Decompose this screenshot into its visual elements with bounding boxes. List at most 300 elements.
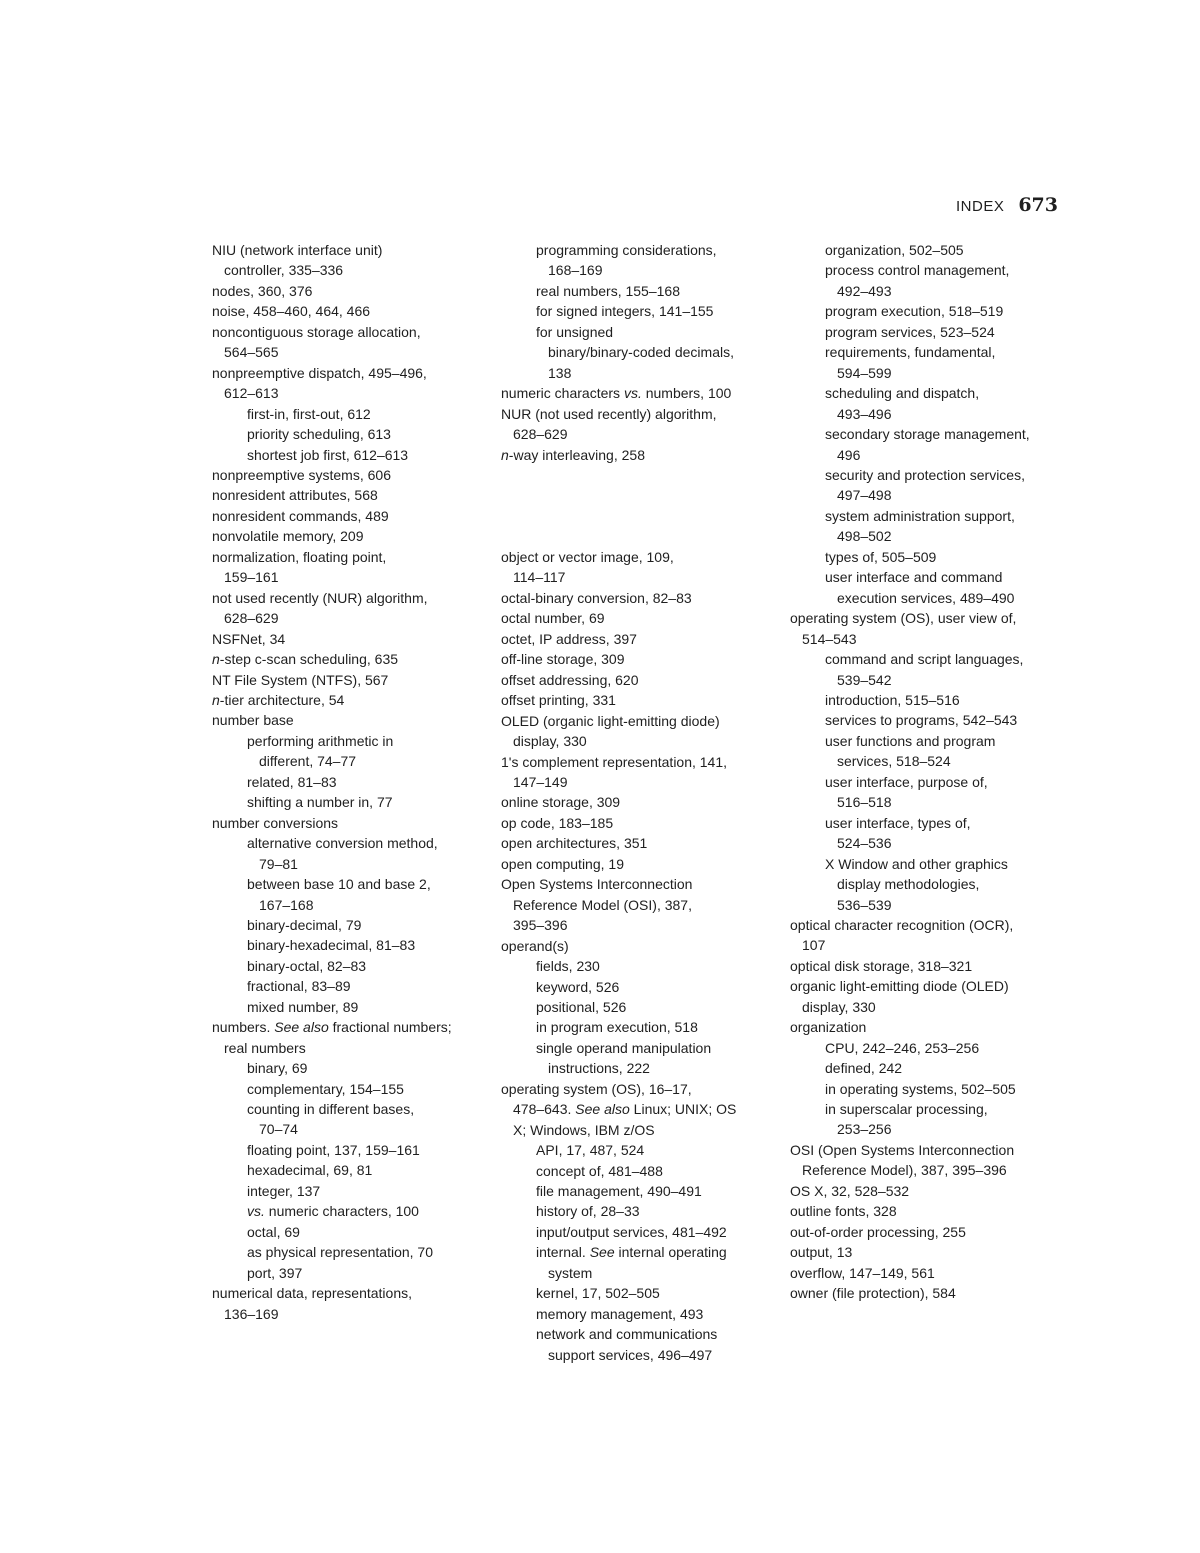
index-entry — [501, 792, 773, 812]
index-term-rest: Linux; UNIX; OS — [629, 1101, 737, 1118]
index-subentry — [501, 1201, 773, 1221]
index-term: 79–81 — [259, 855, 298, 872]
index-term: positional, 526 — [536, 998, 627, 1015]
index-entry — [501, 813, 773, 833]
index-subentry — [212, 792, 484, 812]
index-column-3 — [790, 240, 1062, 1304]
index-term: -tier architecture, 54 — [219, 691, 345, 708]
index-term: for unsigned — [536, 323, 614, 340]
index-term: network and communications — [536, 1326, 718, 1343]
index-term: secondary storage management, — [825, 426, 1030, 443]
index-term: in superscalar processing, — [825, 1101, 988, 1118]
index-entry — [501, 649, 773, 669]
index-term: memory management, 493 — [536, 1305, 704, 1322]
index-subentry — [501, 1038, 773, 1058]
index-italic-prefix: n — [212, 651, 220, 668]
index-term: introduction, 515–516 — [825, 691, 960, 708]
index-term-rest: numbers, 100 — [641, 385, 732, 402]
index-entry-continuation — [790, 874, 1062, 894]
index-entry — [212, 710, 484, 730]
index-subentry — [501, 240, 773, 260]
index-term: X; Windows, IBM z/OS — [513, 1121, 655, 1138]
index-term: alternative conversion method, — [247, 835, 438, 852]
index-entry-continuation — [212, 895, 484, 915]
index-entry-continuation — [790, 670, 1062, 690]
index-term: 496 — [837, 446, 861, 463]
index-term: 516–518 — [837, 794, 892, 811]
index-term: API, 17, 487, 524 — [536, 1142, 645, 1159]
index-term: OSI (Open Systems Interconnection — [790, 1141, 1015, 1158]
index-term: owner (file protection), 584 — [790, 1285, 956, 1302]
index-term: NSFNet, 34 — [212, 630, 286, 647]
index-term: 536–539 — [837, 896, 892, 913]
index-term: mixed number, 89 — [247, 998, 359, 1015]
index-entry-continuation — [790, 281, 1062, 301]
index-subentry — [790, 772, 1062, 792]
index-term: operating system (OS), 16–17, — [501, 1080, 692, 1097]
index-term: input/output services, 481–492 — [536, 1223, 727, 1240]
index-entry — [212, 649, 484, 669]
index-subentry — [790, 424, 1062, 444]
index-entry — [501, 445, 773, 465]
index-term: nodes, 360, 376 — [212, 282, 313, 299]
index-entry — [501, 1079, 773, 1099]
index-subentry — [212, 915, 484, 935]
index-term: 167–168 — [259, 896, 314, 913]
index-entry-continuation — [790, 588, 1062, 608]
index-term: user interface, types of, — [825, 814, 971, 831]
index-entry — [212, 670, 484, 690]
index-term: 493–496 — [837, 405, 892, 422]
index-subentry — [790, 710, 1062, 730]
index-entry — [501, 404, 773, 424]
index-entry — [212, 588, 484, 608]
index-term: counting in different bases, — [247, 1101, 415, 1118]
index-entry-continuation — [501, 1345, 773, 1365]
index-term: optical character recognition (OCR), — [790, 916, 1014, 933]
index-term: nonpreemptive systems, 606 — [212, 466, 391, 483]
index-term: number base — [212, 712, 294, 729]
index-term: support services, 496–497 — [548, 1346, 713, 1363]
index-subentry — [501, 1161, 773, 1181]
index-entry — [790, 976, 1062, 996]
index-entry-continuation — [501, 424, 773, 444]
index-term: optical disk storage, 318–321 — [790, 957, 973, 974]
index-term: overflow, 147–149, 561 — [790, 1264, 935, 1281]
index-term: open computing, 19 — [501, 855, 624, 872]
index-entry-continuation — [501, 260, 773, 280]
index-entry — [212, 690, 484, 710]
index-term: not used recently (NUR) algorithm, — [212, 589, 428, 606]
index-term: fields, 230 — [536, 958, 600, 975]
index-entry-continuation — [790, 751, 1062, 771]
index-entry-continuation — [790, 833, 1062, 853]
index-term: X Window and other graphics — [825, 855, 1008, 872]
index-term: 147–149 — [513, 773, 568, 790]
index-entry — [501, 752, 773, 772]
index-term: programming considerations, — [536, 242, 717, 258]
index-term: numbers. — [212, 1019, 275, 1036]
index-entry — [212, 1017, 484, 1037]
index-subentry — [212, 1201, 484, 1221]
index-subentry — [501, 1324, 773, 1344]
index-entry-continuation — [790, 485, 1062, 505]
index-term: binary, 69 — [247, 1060, 308, 1077]
index-term: display, 330 — [513, 733, 587, 750]
index-entry — [501, 670, 773, 690]
index-term: out-of-order processing, 255 — [790, 1223, 966, 1240]
index-term: 594–599 — [837, 364, 892, 381]
index-subentry — [790, 649, 1062, 669]
index-subentry — [501, 301, 773, 321]
index-term: nonresident commands, 489 — [212, 507, 389, 524]
index-term: 492–493 — [837, 282, 892, 299]
index-term: 497–498 — [837, 487, 892, 504]
index-term: numeric characters, 100 — [264, 1203, 419, 1220]
index-term: 136–169 — [224, 1305, 279, 1322]
index-entry — [501, 711, 773, 731]
index-entry — [501, 854, 773, 874]
index-term: 159–161 — [224, 569, 279, 586]
index-subentry — [212, 1058, 484, 1078]
index-term: file management, 490–491 — [536, 1183, 702, 1200]
index-subentry — [212, 874, 484, 894]
index-subentry — [501, 1283, 773, 1303]
index-term: Reference Model), 387, 395–396 — [802, 1162, 1007, 1179]
index-entry — [212, 547, 484, 567]
index-term: 478–643. — [513, 1101, 576, 1118]
index-subentry — [790, 1099, 1062, 1119]
index-entry-continuation — [212, 567, 484, 587]
index-term: internal. — [536, 1244, 590, 1261]
index-term: 395–396 — [513, 917, 568, 934]
index-entry — [212, 629, 484, 649]
index-subentry — [212, 833, 484, 853]
index-entry — [501, 833, 773, 853]
index-term: octal number, 69 — [501, 610, 605, 627]
index-subentry — [501, 1017, 773, 1037]
index-entry-continuation — [501, 363, 773, 383]
index-term: system — [548, 1264, 593, 1281]
index-entry — [212, 281, 484, 301]
index-entry-continuation — [501, 1058, 773, 1078]
index-term: NIU (network interface unit) — [212, 242, 383, 258]
index-term: -way interleaving, 258 — [508, 446, 645, 463]
index-term: outline fonts, 328 — [790, 1203, 897, 1220]
index-entry — [212, 1283, 484, 1303]
index-term: normalization, floating point, — [212, 548, 387, 565]
index-entry — [501, 936, 773, 956]
index-term: op code, 183–185 — [501, 814, 614, 831]
index-term: nonpreemptive dispatch, 495–496, — [212, 364, 427, 381]
index-entry — [790, 956, 1062, 976]
index-term: 628–629 — [513, 426, 568, 443]
index-letter-gap — [501, 465, 773, 506]
index-term: NUR (not used recently) algorithm, — [501, 405, 717, 422]
index-term: display methodologies, — [837, 876, 980, 893]
index-entry-continuation — [212, 1119, 484, 1139]
index-term: nonvolatile memory, 209 — [212, 528, 364, 545]
index-term: program execution, 518–519 — [825, 303, 1004, 320]
index-term: 168–169 — [548, 262, 603, 279]
index-term: offset addressing, 620 — [501, 671, 639, 688]
index-term: numerical data, representations, — [212, 1285, 412, 1302]
index-subentry — [212, 445, 484, 465]
index-entry — [790, 1242, 1062, 1262]
running-head-label: INDEX — [955, 198, 1005, 215]
index-term: instructions, 222 — [548, 1060, 650, 1077]
index-term: defined, 242 — [825, 1060, 903, 1077]
index-italic-prefix: vs. — [247, 1203, 265, 1220]
index-entry — [790, 1140, 1062, 1160]
index-entry-continuation — [790, 997, 1062, 1017]
index-entry-continuation — [212, 260, 484, 280]
index-term: binary-decimal, 79 — [247, 916, 362, 933]
index-entry-continuation — [501, 731, 773, 751]
index-term: open architectures, 351 — [501, 835, 648, 852]
index-italic-prefix: n — [501, 446, 509, 463]
index-term: 564–565 — [224, 344, 279, 361]
index-entry — [501, 690, 773, 710]
index-term: octet, IP address, 397 — [501, 630, 637, 647]
index-term: fractional, 83–89 — [247, 978, 351, 995]
index-term: system administration support, — [825, 507, 1015, 524]
index-entry — [212, 240, 484, 260]
index-entry-continuation — [501, 895, 773, 915]
index-entry — [212, 506, 484, 526]
index-subentry — [212, 1099, 484, 1119]
index-subentry — [501, 1181, 773, 1201]
index-term: off-line storage, 309 — [501, 651, 625, 668]
index-entry-continuation — [790, 363, 1062, 383]
index-subentry — [501, 322, 773, 342]
index-term: controller, 335–336 — [224, 262, 344, 279]
index-term: NT File System (NTFS), 567 — [212, 671, 389, 688]
index-subentry — [212, 956, 484, 976]
index-term: OS X, 32, 528–532 — [790, 1182, 910, 1199]
index-term: user functions and program — [825, 732, 996, 749]
index-entry-continuation — [212, 854, 484, 874]
index-term: -step c-scan scheduling, 635 — [219, 651, 399, 668]
index-term: process control management, — [825, 262, 1010, 279]
index-entry — [790, 1201, 1062, 1221]
index-column-2 — [501, 240, 773, 1365]
index-term: in program execution, 518 — [536, 1019, 698, 1036]
index-term: online storage, 309 — [501, 794, 621, 811]
index-term: performing arithmetic in — [247, 732, 394, 749]
index-entry — [501, 629, 773, 649]
index-term: CPU, 242–246, 253–256 — [825, 1039, 980, 1056]
index-term: complementary, 154–155 — [247, 1080, 404, 1097]
index-term: binary-hexadecimal, 81–83 — [247, 937, 416, 954]
index-subentry — [790, 567, 1062, 587]
index-subentry — [212, 1242, 484, 1262]
index-term: 107 — [802, 937, 826, 954]
index-term: real numbers — [224, 1039, 306, 1056]
index-term: output, 13 — [790, 1244, 853, 1261]
index-term: concept of, 481–488 — [536, 1162, 663, 1179]
index-subentry — [212, 1140, 484, 1160]
index-term: octal-binary conversion, 82–83 — [501, 589, 692, 606]
index-term: 114–117 — [513, 569, 566, 586]
index-entry — [501, 608, 773, 628]
index-entry — [501, 874, 773, 894]
index-term: in operating systems, 502–505 — [825, 1080, 1016, 1097]
index-term: display, 330 — [802, 998, 876, 1015]
index-term: single operand manipulation — [536, 1039, 712, 1056]
index-entry-continuation — [790, 935, 1062, 955]
index-term: for signed integers, 141–155 — [536, 303, 714, 320]
index-term: program services, 523–524 — [825, 323, 995, 340]
index-subentry — [212, 935, 484, 955]
index-term: octal, 69 — [247, 1223, 300, 1240]
index-term: OLED (organic light-emitting diode) — [501, 712, 720, 729]
index-entry — [501, 383, 773, 403]
index-term: noncontiguous storage allocation, — [212, 323, 421, 340]
index-entry — [790, 1263, 1062, 1283]
index-term: 514–543 — [802, 630, 857, 647]
index-term: user interface and command — [825, 569, 1003, 586]
index-subentry — [212, 404, 484, 424]
index-term: 253–256 — [837, 1121, 892, 1138]
index-term: as physical representation, 70 — [247, 1244, 433, 1261]
index-term: scheduling and dispatch, — [825, 385, 980, 402]
index-subentry — [212, 1079, 484, 1099]
index-entry-continuation — [212, 1038, 484, 1058]
index-subentry — [790, 690, 1062, 710]
index-italic-prefix: n — [212, 691, 220, 708]
index-subentry — [790, 506, 1062, 526]
index-entry — [790, 1283, 1062, 1303]
index-subentry — [790, 813, 1062, 833]
index-term: 138 — [548, 364, 572, 381]
index-term: numeric characters — [501, 385, 624, 402]
index-subentry — [501, 1222, 773, 1242]
index-entry — [790, 915, 1062, 935]
index-subentry — [790, 240, 1062, 260]
index-entry — [212, 526, 484, 546]
index-entry-continuation — [501, 342, 773, 362]
index-term: 70–74 — [259, 1121, 298, 1138]
index-term: keyword, 526 — [536, 978, 620, 995]
index-subentry — [790, 731, 1062, 751]
index-term: first-in, first-out, 612 — [247, 405, 371, 422]
index-subentry — [790, 465, 1062, 485]
index-entry-continuation — [212, 383, 484, 403]
index-subentry — [790, 301, 1062, 321]
index-term: organization — [790, 1019, 867, 1036]
index-term: 1's complement representation, 141, — [501, 753, 728, 770]
index-term-rest: fractional numbers; — [328, 1019, 452, 1036]
index-subentry — [212, 1263, 484, 1283]
index-subentry — [501, 956, 773, 976]
index-entry — [790, 1181, 1062, 1201]
index-term: floating point, 137, 159–161 — [247, 1141, 420, 1158]
index-term: real numbers, 155–168 — [536, 282, 680, 299]
index-term: execution services, 489–490 — [837, 589, 1015, 606]
index-term: port, 397 — [247, 1264, 303, 1281]
index-term: nonresident attributes, 568 — [212, 487, 378, 504]
index-subentry — [212, 772, 484, 792]
index-subentry — [501, 1140, 773, 1160]
index-entry-continuation — [212, 1304, 484, 1324]
index-term: Reference Model (OSI), 387, — [513, 896, 692, 913]
index-letter-gap — [501, 506, 773, 547]
index-subentry — [212, 997, 484, 1017]
index-term: operating system (OS), user view of, — [790, 610, 1017, 627]
index-entry — [212, 322, 484, 342]
index-term: types of, 505–509 — [825, 548, 937, 565]
index-subentry — [212, 1160, 484, 1180]
index-subentry — [212, 424, 484, 444]
index-term: history of, 28–33 — [536, 1203, 640, 1220]
index-entry-continuation — [790, 1160, 1062, 1180]
index-column-1 — [212, 240, 484, 1324]
index-term: number conversions — [212, 814, 339, 831]
index-term: Open Systems Interconnection — [501, 876, 693, 893]
index-term: requirements, fundamental, — [825, 344, 996, 361]
index-term: 539–542 — [837, 671, 892, 688]
page-number: 673 — [1018, 194, 1058, 216]
index-entry — [212, 363, 484, 383]
index-subentry — [501, 281, 773, 301]
index-entry — [212, 465, 484, 485]
index-entry-continuation — [501, 1263, 773, 1283]
index-entry — [212, 813, 484, 833]
index-entry — [790, 1222, 1062, 1242]
index-term: between base 10 and base 2, — [247, 876, 431, 893]
index-entry-continuation — [790, 1119, 1062, 1139]
index-entry-continuation — [790, 629, 1062, 649]
index-term: priority scheduling, 613 — [247, 426, 391, 443]
index-entry-continuation — [790, 792, 1062, 812]
index-term: 628–629 — [224, 610, 279, 627]
index-entry-continuation — [501, 1120, 773, 1140]
index-term: security and protection services, — [825, 466, 1025, 483]
index-term: services, 518–524 — [837, 753, 951, 770]
index-term: noise, 458–460, 464, 466 — [212, 303, 371, 320]
index-see-also: vs. — [623, 385, 642, 402]
index-term-rest: internal operating — [614, 1244, 727, 1261]
index-entry-continuation — [501, 915, 773, 935]
index-subentry — [790, 1038, 1062, 1058]
index-entry-continuation — [212, 608, 484, 628]
index-subentry — [212, 1222, 484, 1242]
index-term: binary/binary-coded decimals, — [548, 344, 734, 361]
index-term: user interface, purpose of, — [825, 773, 988, 790]
index-subentry — [501, 1242, 773, 1262]
index-see-also: See — [589, 1244, 615, 1261]
index-entry-continuation — [790, 445, 1062, 465]
index-entry-continuation — [501, 1099, 773, 1119]
index-subentry — [790, 1058, 1062, 1078]
index-subentry — [790, 1079, 1062, 1099]
index-term: organic light-emitting diode (OLED) — [790, 978, 1009, 995]
index-subentry — [790, 322, 1062, 342]
index-subentry — [212, 1181, 484, 1201]
index-term: 524–536 — [837, 835, 892, 852]
index-term: binary-octal, 82–83 — [247, 957, 367, 974]
index-term: hexadecimal, 69, 81 — [247, 1162, 373, 1179]
index-entry — [501, 588, 773, 608]
index-entry-continuation — [790, 895, 1062, 915]
index-term: command and script languages, — [825, 651, 1024, 668]
index-term: shortest job first, 612–613 — [247, 446, 409, 463]
index-see-also: See also — [274, 1019, 329, 1036]
index-entry — [790, 1017, 1062, 1037]
index-subentry — [501, 997, 773, 1017]
index-term: object or vector image, 109, — [501, 548, 674, 565]
